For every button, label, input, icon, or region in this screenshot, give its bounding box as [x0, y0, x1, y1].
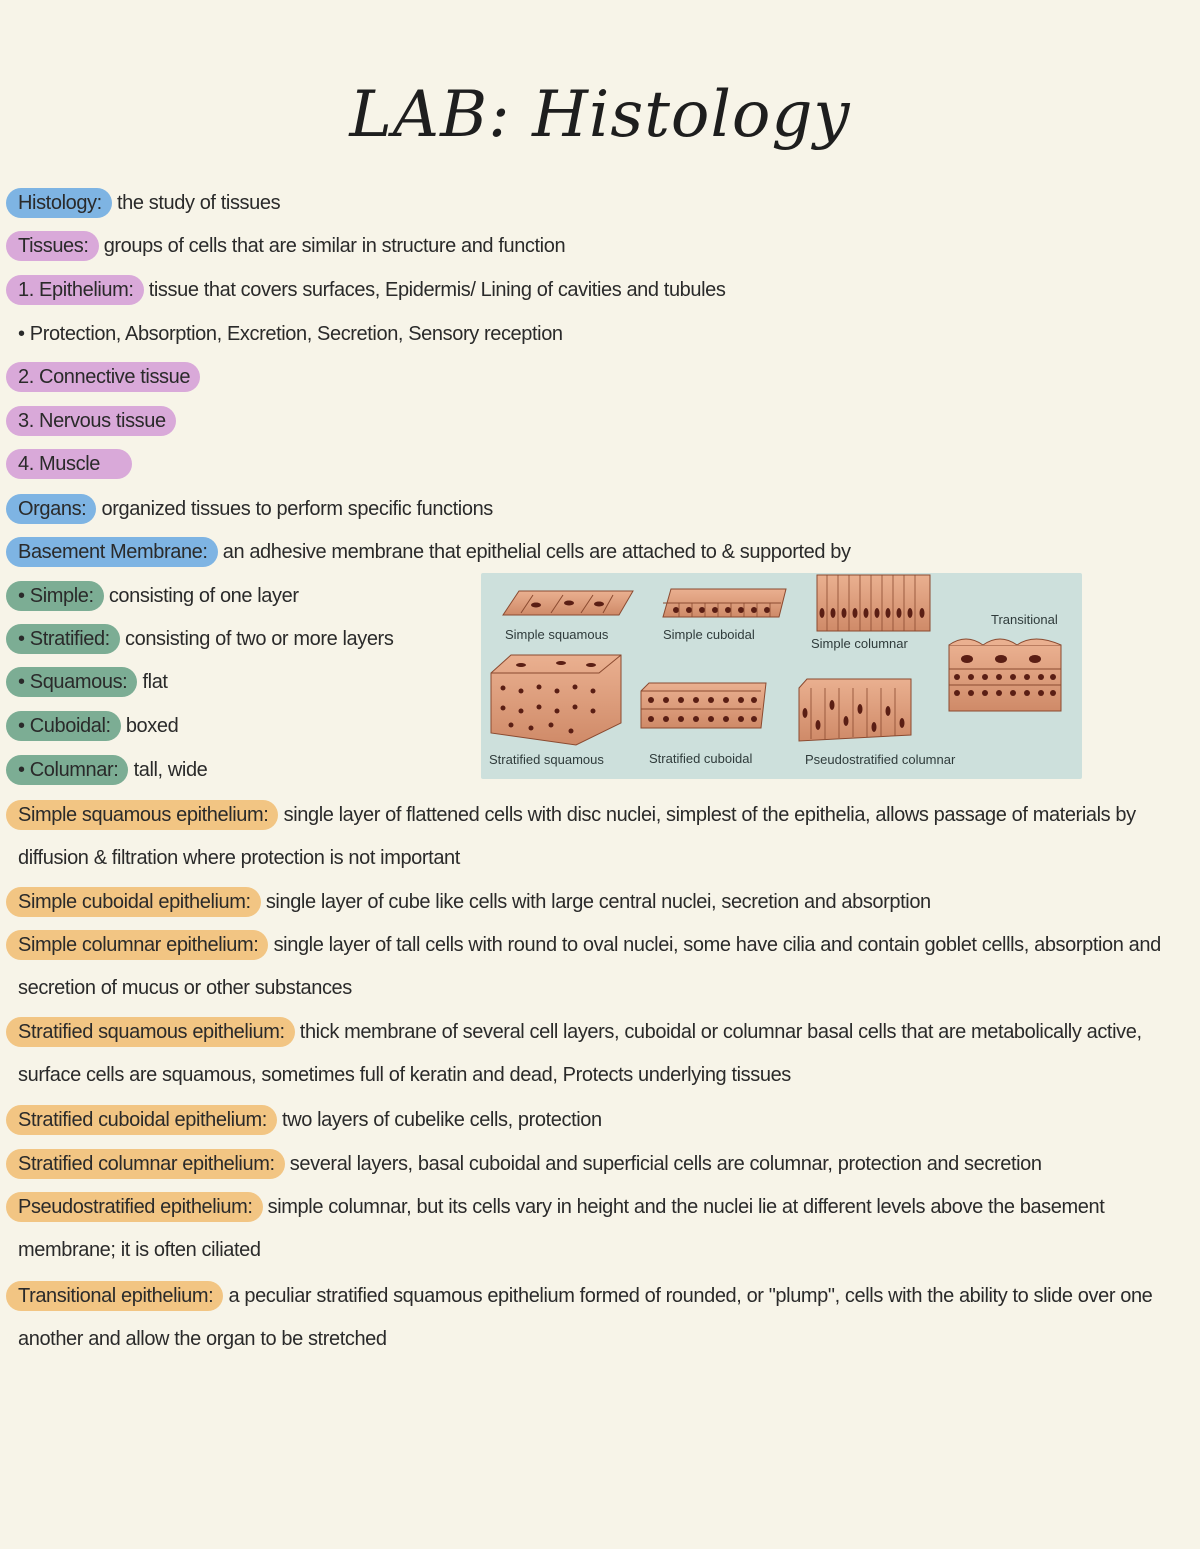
- definition-text: groups of cells that are similar in structure and function: [98, 235, 566, 257]
- term-highlight: Transitional epithelium:: [6, 1281, 223, 1311]
- definition-text: single layer of cube like cells with large central nuclei, secretion and absorption: [260, 891, 931, 913]
- label-pseudostratified-columnar: Pseudostratified columnar: [805, 752, 956, 767]
- definition-text: consisting of two or more layers: [119, 628, 394, 650]
- line-simple-columnar-epithelium: [18, 924, 1170, 1010]
- line-tissues: [18, 231, 1170, 261]
- term-highlight: Stratified columnar epithelium:: [6, 1149, 285, 1179]
- line-pseudostratified-epithelium: [18, 1186, 1170, 1272]
- term-highlight: • Cuboidal:: [6, 711, 121, 741]
- page-title: LAB: Histology: [349, 78, 851, 152]
- line-histology: [18, 188, 1170, 218]
- term-highlight: Basement Membrane:: [6, 537, 218, 567]
- line-transitional-epithelium: [18, 1275, 1170, 1361]
- transitional-tissue: [949, 639, 1061, 711]
- term-highlight: • Simple:: [6, 581, 104, 611]
- simple-columnar-tissue: [817, 575, 930, 631]
- definition-text: several layers, basal cuboidal and superficial cells are columnar, protection and secretion: [284, 1153, 1042, 1175]
- term-highlight: Tissues:: [6, 231, 99, 261]
- label-simple-cuboidal: Simple cuboidal: [663, 627, 755, 642]
- term-highlight: Pseudostratified epithelium:: [6, 1192, 263, 1222]
- label-stratified-cuboidal: Stratified cuboidal: [649, 751, 753, 766]
- definition-text: flat: [137, 671, 168, 693]
- epithelium-types-figure: [481, 573, 1082, 779]
- term-highlight: • Stratified:: [6, 624, 120, 654]
- definition-text: tissue that covers surfaces, Epidermis/ Lining of cavities and tubules: [143, 279, 726, 301]
- label-stratified-squamous: Stratified squamous: [489, 752, 604, 767]
- line-nervous: [18, 406, 1170, 436]
- simple-cuboidal-tissue: [663, 589, 786, 617]
- definition-text: tall, wide: [128, 759, 208, 781]
- definition-text: a peculiar stratified squamous epithelium formed of rounded, or "plump", cells with the ability to slide over one another and allow the organ to be stretched: [18, 1285, 1153, 1350]
- line-organs: [18, 494, 1170, 524]
- epithelium-illustration: [481, 573, 1082, 779]
- line-muscle: [18, 449, 1170, 479]
- term-highlight: • Squamous:: [6, 667, 137, 697]
- definition-text: two layers of cubelike cells, protection: [276, 1109, 602, 1131]
- simple-squamous-tissue: [503, 591, 633, 615]
- term-highlight: 3. Nervous tissue: [6, 406, 176, 436]
- term-highlight: 4. Muscle: [6, 449, 132, 479]
- term-highlight: • Columnar:: [6, 755, 128, 785]
- term-highlight: Simple squamous epithelium:: [6, 800, 278, 830]
- line-stratified-cuboidal-epithelium: [18, 1105, 1170, 1135]
- definition-text: consisting of one layer: [103, 585, 299, 607]
- definition-text: the study of tissues: [111, 192, 281, 214]
- term-highlight: Stratified squamous epithelium:: [6, 1017, 295, 1047]
- definition-text: • Protection, Absorption, Excretion, Secretion, Sensory reception: [18, 323, 563, 345]
- definition-text: single layer of tall cells with round to oval nuclei, some have cilia and contain goblet cellls, absorption and secretion of mucus or other substances: [18, 934, 1161, 999]
- term-highlight: Histology:: [6, 188, 112, 218]
- line-connective: [18, 362, 1170, 392]
- stratified-squamous-tissue: [491, 655, 621, 745]
- line-epithelium: [18, 275, 1170, 305]
- line-simple-squamous-epithelium: [18, 794, 1170, 880]
- term-highlight: 1. Epithelium:: [6, 275, 144, 305]
- line-stratified-squamous-epithelium: [18, 1011, 1170, 1097]
- label-transitional: Transitional: [991, 612, 1058, 627]
- definition-text: organized tissues to perform specific functions: [96, 498, 493, 520]
- line-stratified-columnar-epithelium: [18, 1149, 1170, 1179]
- line-simple-cuboidal-epithelium: [18, 887, 1170, 917]
- definition-text: single layer of flattened cells with disc nuclei, simplest of the epithelia, allows passage of materials by diffusion & filtration where protection is not important: [18, 804, 1136, 869]
- definition-text: an adhesive membrane that epithelial cells are attached to & supported by: [217, 541, 851, 563]
- label-simple-columnar: Simple columnar: [811, 636, 908, 651]
- label-simple-squamous: Simple squamous: [505, 627, 609, 642]
- term-highlight: Simple columnar epithelium:: [6, 930, 268, 960]
- line-basement-membrane: [18, 537, 1170, 567]
- term-highlight: Stratified cuboidal epithelium:: [6, 1105, 277, 1135]
- definition-text: boxed: [120, 715, 179, 737]
- pseudostratified-columnar-tissue: [799, 679, 911, 741]
- term-highlight: Simple cuboidal epithelium:: [6, 887, 261, 917]
- term-highlight: 2. Connective tissue: [6, 362, 200, 392]
- term-highlight: Organs:: [6, 494, 96, 524]
- definition-text: thick membrane of several cell layers, cuboidal or columnar basal cells that are metabolically active, surface cells are squamous, sometimes full of keratin and dead, Protects underlying tissues: [18, 1021, 1142, 1086]
- line-epithelium-functions: [18, 319, 1170, 349]
- stratified-cuboidal-tissue: [641, 683, 766, 728]
- definition-text: simple columnar, but its cells vary in height and the nuclei lie at different levels above the basement membrane; it is often ciliated: [18, 1196, 1105, 1261]
